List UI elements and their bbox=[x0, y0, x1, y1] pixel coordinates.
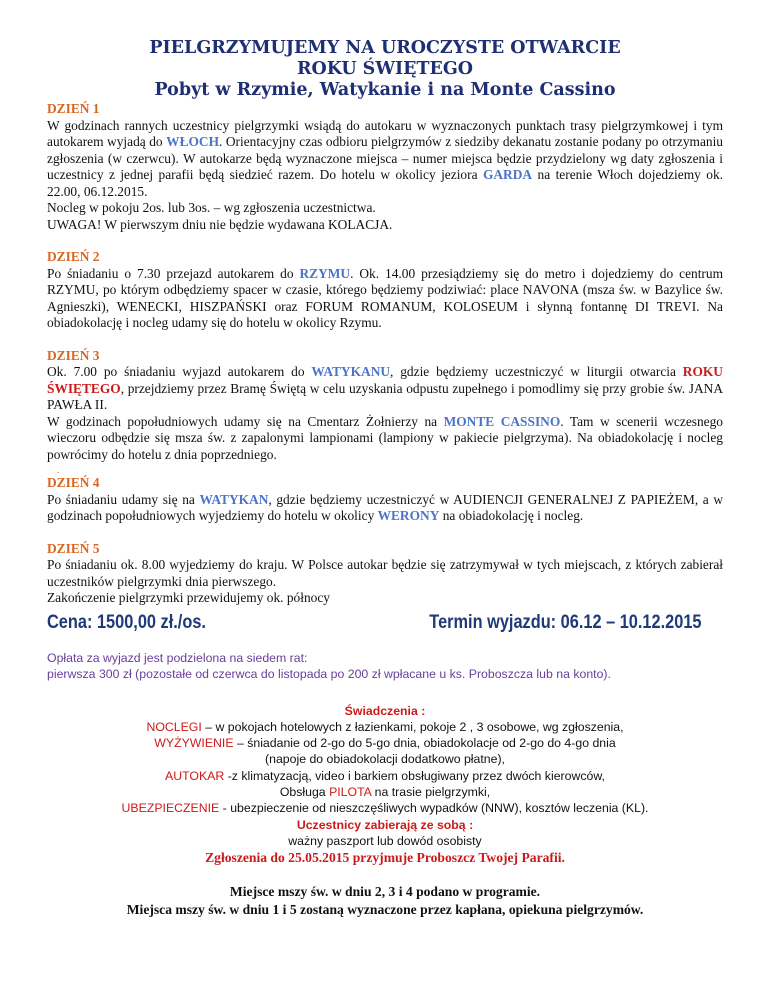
title-line-1: PIELGRZYMUJEMY NA UROCZYSTE OTWARCIE bbox=[149, 38, 621, 58]
day-1-section bbox=[47, 101, 723, 233]
mass-info-line-1: Miejsce mszy św. w dniu 2, 3 i 4 podano w programie. bbox=[229, 884, 541, 900]
day-3-section bbox=[47, 348, 723, 464]
price: Cena: 1500,00 zł./os. bbox=[47, 611, 206, 633]
day-3-label: DZIEŃ 3 bbox=[47, 347, 100, 363]
day-5-end: Zakończenie pielgrzymki przewidujemy ok. północy bbox=[47, 590, 330, 605]
highlight-monte-cassino: MONTE CASSINO bbox=[443, 413, 561, 429]
highlight-verona: WERONY bbox=[377, 508, 440, 523]
title-line-3: Pobyt w Rzymie, Watykanie i na Monte Cassino bbox=[154, 80, 616, 100]
title-line-2: ROKU ŚWIĘTEGO bbox=[296, 59, 474, 79]
day-2-text: Po śniadaniu o 7.30 przejazd autokarem do RZYMU. Ok. 14.00 przesiądziemy się do metro i dojedziemy do centrum RZYMU, po którym odbędziemy spacer w czasie, którego będziemy podziwiać: place NAVONA (msza św. w Bazylice św. Agnieszki), WENECKI, HISZPAŃSKI oraz FORUM ROMANUM, KOLOSEUM i słynną fontannę DI TREVI. Na obiadokolację i nocleg udamy się do hotelu w okolicy Rzymu. bbox=[47, 265, 723, 330]
day-4-section bbox=[47, 467, 723, 525]
day-4-text: Po śniadaniu udamy się na WATYKAN, gdzie będziemy uczestniczyć w AUDIENCJI GENERALNEJ Z PAPIEŻEM, a w godzinach popołudniowych wyjedziemy do hotelu w okolicy WERONY na obiadokolację i nocleg. bbox=[47, 491, 723, 523]
day-1-warning: UWAGA! W pierwszym dniu nie będzie wydawana KOLACJA. bbox=[47, 216, 393, 232]
day-1-label: DZIEŃ 1 bbox=[47, 101, 100, 116]
payment-line-1: Opłata za wyjazd jest podzielona na siedem rat: bbox=[47, 650, 308, 665]
day-2-label: DZIEŃ 2 bbox=[47, 249, 100, 264]
day-3-text-2: W godzinach popołudniowych udamy się na Cmentarz Żołnierzy na MONTE CASSINO. Tam w scenerii wczesnego wieczoru odbędzie się msza św. z zapalonymi lampionami (lampiony w pakiecie pielgrzyma). Na obiadokolację i nocleg powrócimy do hotelu z dnia poprzedniego. bbox=[47, 413, 723, 462]
highlight-italy: WŁOCH bbox=[166, 134, 219, 149]
stray-dot: . bbox=[57, 465, 60, 476]
payment-line-2: pierwsza 300 zł (pozostałe od czerwca do listopada po 200 zł wpłacane u ks. Proboszcza lub na konto). bbox=[47, 666, 611, 681]
registration-notice: Zgłoszenia do 25.05.2015 przyjmuje Proboszcz Twojej Parafii. bbox=[205, 850, 565, 866]
mass-info-line-2: Miejsca mszy św. w dniu 1 i 5 zostaną wyznaczone przez kapłana, opiekuna pielgrzymów. bbox=[126, 902, 644, 918]
day-4-label: DZIEŃ 4 bbox=[47, 475, 100, 490]
service-meals-note: (napoje do obiadokolacji dodatkowo płatne), bbox=[265, 752, 505, 767]
document-title bbox=[47, 38, 723, 101]
highlight-garda: GARDA bbox=[482, 167, 533, 182]
service-accommodation: NOCLEGI – w pokojach hotelowych z łazienkami, pokoje 2 , 3 osobowe, wg zgłoszenia, bbox=[146, 719, 624, 734]
highlight-holy-year: ROKU ŚWIĘTEGO bbox=[47, 364, 723, 396]
highlight-vatican-2: WATYKAN bbox=[199, 491, 269, 507]
highlight-rome: RZYMU bbox=[299, 265, 351, 281]
day-1-accommodation: Nocleg w pokoju 2os. lub 3os. – wg zgłoszenia uczestnictwa. bbox=[47, 200, 376, 215]
services-title: Świadczenia : bbox=[344, 703, 426, 718]
services-section bbox=[47, 703, 723, 850]
document-page bbox=[47, 38, 723, 919]
day-5-text: Po śniadaniu ok. 8.00 wyjedziemy do kraju. W Polsce autokar będzie się zatrzymywał w tych miejscach, z których zabierał uczestników pielgrzymki dnia pierwszego. bbox=[47, 557, 723, 589]
highlight-vatican: WATYKANU bbox=[311, 364, 391, 379]
day-1-text: W godzinach rannych uczestnicy pielgrzymki wsiądą do autokaru w wyznaczonych punktach trasy pielgrzymkowej i tym autokarem wyjadą do WŁOCH. Orientacyjny czas odbioru pielgrzymów z siedziby dekanatu zostanie podany po otrzymaniu zgłoszenia (w czerwcu). W autokarze będą wyznaczone miejsca – numer miejsca będzie przydzielony wg daty zgłoszenia i uczestnicy z jednej parafii będą siedzieć razem. Do hotelu w okolicy jeziora GARDA na terenie Włoch dojedziemy ok. 22.00, 06.12.2015. bbox=[47, 117, 723, 199]
service-guide: Obsługa PILOTA na trasie pielgrzymki, bbox=[279, 784, 491, 799]
bring-items: ważny paszport lub dowód osobisty bbox=[288, 833, 482, 848]
service-meals: WYŻYWIENIE – śniadanie od 2-go do 5-go dnia, obiadokolacje od 2-go do 4-go dnia bbox=[154, 736, 616, 751]
day-3-text: Ok. 7.00 po śniadaniu wyjazd autokarem do WATYKANU, gdzie będziemy uczestniczyć w liturgii otwarcia ROKU ŚWIĘTEGO, przejdziemy przez Bramę Świętą w celu uzyskania odpustu zupełnego i pomodlimy się przy grobie św. JANA PAWŁA II. bbox=[47, 364, 723, 412]
day-5-section bbox=[47, 541, 723, 607]
price-row bbox=[47, 611, 723, 645]
service-insurance: UBEZPIECZENIE - ubezpieczenie od nieszczęśliwych wypadków (NNW), kosztów leczenia (KL). bbox=[121, 801, 649, 816]
departure-term: Termin wyjazdu: 06.12 – 10.12.2015 bbox=[428, 611, 701, 633]
service-coach: AUTOKAR -z klimatyzacją, video i barkiem obsługiwany przez dwóch kierowców, bbox=[165, 768, 605, 783]
day-2-section bbox=[47, 249, 723, 332]
day-5-label: DZIEŃ 5 bbox=[47, 540, 100, 556]
bring-title: Uczestnicy zabierają ze sobą : bbox=[296, 817, 474, 832]
mass-info bbox=[47, 883, 723, 919]
payment-info bbox=[47, 650, 723, 682]
